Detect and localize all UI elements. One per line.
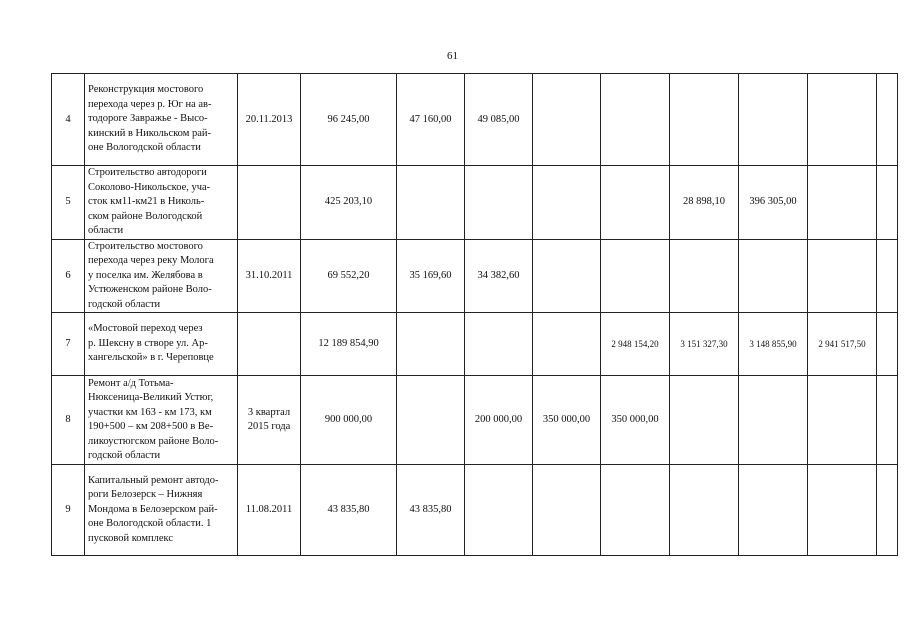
cell-num: 9 (52, 465, 85, 556)
cell-v1 (397, 166, 465, 240)
cell-v8 (877, 166, 898, 240)
cell-num: 6 (52, 239, 85, 313)
cell-v1 (397, 313, 465, 376)
cell-v2: 34 382,60 (465, 239, 533, 313)
table-row (52, 376, 898, 465)
cell-v8 (877, 313, 898, 376)
cell-total: 900 000,00 (301, 376, 397, 465)
cell-v8 (877, 376, 898, 465)
cell-v1: 35 169,60 (397, 239, 465, 313)
cell-date: 20.11.2013 (238, 74, 301, 166)
cell-num: 4 (52, 74, 85, 166)
cell-v7 (808, 166, 877, 240)
cell-v4: 350 000,00 (601, 376, 670, 465)
cell-name: Ремонт а/д Тотьма- Нюксеница-Великий Устюг, участки км 163 - км 173, км 190+500 – км 208+500 в Ве- ликоустюгском районе Воло- годской области (85, 376, 238, 465)
cell-v7: 2 941 517,50 (808, 313, 877, 376)
cell-v5 (670, 465, 739, 556)
cell-name: Капитальный ремонт автодо- роги Белозерск – Нижняя Мондома в Белозерском рай- оне Вологодской области. 1 пусковой комплекс (85, 465, 238, 556)
cell-v3 (533, 74, 601, 166)
investment-table (51, 73, 898, 556)
table-row (52, 166, 898, 240)
cell-v4 (601, 166, 670, 240)
cell-date: 31.10.2011 (238, 239, 301, 313)
cell-v2: 49 085,00 (465, 74, 533, 166)
cell-v3 (533, 465, 601, 556)
cell-v7 (808, 465, 877, 556)
cell-total: 69 552,20 (301, 239, 397, 313)
cell-v5: 3 151 327,30 (670, 313, 739, 376)
cell-date (238, 166, 301, 240)
cell-v4 (601, 465, 670, 556)
cell-v7 (808, 376, 877, 465)
cell-total: 425 203,10 (301, 166, 397, 240)
cell-date: 3 квартал 2015 года (238, 376, 301, 465)
cell-total: 43 835,80 (301, 465, 397, 556)
cell-v6: 3 148 855,90 (739, 313, 808, 376)
cell-v2 (465, 166, 533, 240)
cell-v4 (601, 239, 670, 313)
table-row (52, 313, 898, 376)
cell-v6 (739, 239, 808, 313)
cell-v5: 28 898,10 (670, 166, 739, 240)
cell-name: Строительство автодороги Соколово-Никольское, уча- сток км11-км21 в Николь- ском районе Вологодской области (85, 166, 238, 240)
cell-v2: 200 000,00 (465, 376, 533, 465)
cell-v3 (533, 239, 601, 313)
cell-num: 5 (52, 166, 85, 240)
cell-v1: 47 160,00 (397, 74, 465, 166)
cell-v7 (808, 239, 877, 313)
cell-v1: 43 835,80 (397, 465, 465, 556)
cell-name: «Мостовой переход через р. Шексну в створе ул. Ар- хангельской» в г. Череповце (85, 313, 238, 376)
table-row (52, 465, 898, 556)
cell-v1 (397, 376, 465, 465)
cell-date: 11.08.2011 (238, 465, 301, 556)
table-row (52, 239, 898, 313)
cell-v5 (670, 74, 739, 166)
cell-v6 (739, 74, 808, 166)
cell-v2 (465, 313, 533, 376)
cell-num: 8 (52, 376, 85, 465)
cell-name: Реконструкция мостового перехода через р. Юг на ав- тодороге Завражье - Высо- кинский в Никольском рай- оне Вологодской области (85, 74, 238, 166)
cell-date (238, 313, 301, 376)
cell-v6: 396 305,00 (739, 166, 808, 240)
cell-total: 12 189 854,90 (301, 313, 397, 376)
cell-v8 (877, 239, 898, 313)
cell-v6 (739, 465, 808, 556)
cell-v8 (877, 74, 898, 166)
cell-v2 (465, 465, 533, 556)
table-row (52, 74, 898, 166)
cell-v4: 2 948 154,20 (601, 313, 670, 376)
cell-v4 (601, 74, 670, 166)
cell-v3: 350 000,00 (533, 376, 601, 465)
cell-v5 (670, 376, 739, 465)
cell-v3 (533, 313, 601, 376)
page-number: 61 (447, 50, 458, 62)
cell-num: 7 (52, 313, 85, 376)
cell-v8 (877, 465, 898, 556)
cell-total: 96 245,00 (301, 74, 397, 166)
cell-v5 (670, 239, 739, 313)
cell-name: Строительство мостового перехода через реку Молога у поселка им. Желябова в Устюженском районе Воло- годской области (85, 239, 238, 313)
cell-v6 (739, 376, 808, 465)
cell-v3 (533, 166, 601, 240)
cell-v7 (808, 74, 877, 166)
